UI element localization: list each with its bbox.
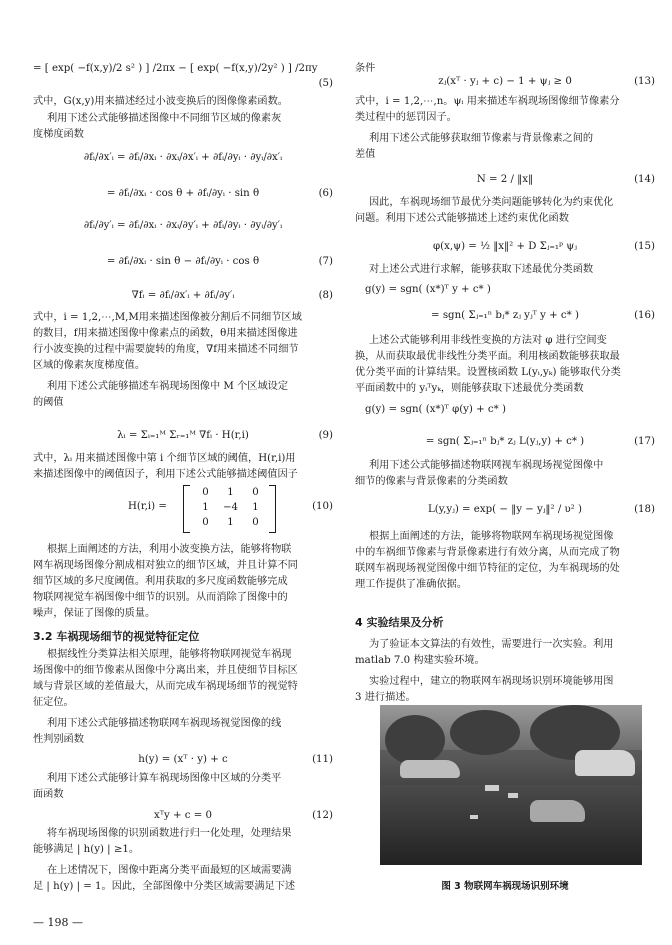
text-line: 联网车祸现场视觉图像中细节特征的定位，为车祸现场的处 (355, 563, 620, 574)
equation-expression: g(y) = sgn( (x*)ᵀ y + c* ) (365, 284, 491, 295)
text-line: 利用下述公式能够描述物联网车祸现场视觉图像的线 (47, 718, 282, 729)
equation (33, 808, 333, 824)
text-line: 征定位。 (33, 697, 74, 708)
equation-expression: h(y) = (xᵀ · y) + c (138, 754, 228, 765)
equation-number: (12) (312, 810, 333, 821)
matrix-cell: 0 (252, 487, 259, 498)
equation-number: (7) (318, 256, 333, 267)
figure-vehicle (400, 760, 460, 778)
equation (33, 76, 333, 92)
equation-number: (17) (634, 436, 655, 447)
text-line: 平面函数中的 yᵢᵀyₖ，则能够获取下述最优分类函数 (355, 383, 584, 394)
text-line: 实验过程中，建立的物联网车祸现场识别环境能够用图 (369, 676, 614, 687)
text-line: 利用下述公式能够获取细节像素与背景像素之间的 (369, 133, 594, 144)
text-line: 场图像中的细节像素从图像中分离出来，并且使细节目标区 (33, 665, 298, 676)
figure-tree (450, 710, 520, 755)
text-line: 能够满足 | h(y) | ≥1。 (33, 844, 140, 855)
text-line: 来描述图像中的阈值因子，利用下述公式能够描述阈值因子 (33, 469, 298, 480)
text-line: 的数目，f用来描述图像中像素点的函数，θ用来描述图像进 (33, 328, 298, 339)
equation-10-matrix (33, 485, 333, 533)
text-line: matlab 7.0 构建实验环境。 (355, 655, 485, 666)
text-line: 利用下述公式能够描述车祸现场图像中 M 个区域设定 (47, 381, 289, 392)
equation-expression: xᵀy + c = 0 (154, 810, 212, 821)
text-line: 面函数 (33, 789, 64, 800)
text-line: 噪声，保证了图像的质量。 (33, 608, 156, 619)
matrix-cell: −4 (222, 502, 239, 513)
text-line: 条件 (355, 63, 376, 74)
text-line: 度梯度函数 (33, 129, 84, 140)
equation-expression: φ(x,ψ) = ½ ‖x‖² + D Σⱼ₌₁ᵖ ψⱼ (433, 241, 577, 252)
equation-expression: L(y,yⱼ) = exp( − ‖y − yⱼ‖² / υ² ) (428, 504, 582, 515)
text-line: 式中，G(x,y)用来描述经过小波变换后的图像像素函数。 (33, 96, 288, 107)
matrix-cell: 1 (227, 517, 234, 528)
section-heading: 3.2 车祸现场细节的视觉特征定位 (33, 630, 200, 643)
equation-number: (15) (634, 241, 655, 252)
text-line: 换，从而获取最优非线性分类平面。利用核函数能够获取最 (355, 351, 620, 362)
matrix-right-bracket (269, 485, 276, 533)
equation-number: (11) (312, 754, 333, 765)
equation-number: (8) (318, 290, 333, 301)
equation-expression: g(y) = sgn( (x*)ᵀ φ(y) + c* ) (365, 404, 506, 415)
text-line: 差值 (355, 149, 376, 160)
text-line: 根据线性分类算法相关原理，能够将物联网视觉车祸现 (47, 649, 292, 660)
text-line: 对上述公式进行求解，能够获取下述最优分类函数 (369, 264, 594, 275)
equation-expression: λᵢ = Σᵢ₌₁ᴹ Σᵣ₌₁ᴹ ∇fᵢ · H(r,i) (117, 430, 249, 441)
equation-expression: ∇fᵢ = ∂fᵢ/∂x′ᵢ + ∂fᵢ/∂y′ᵢ (131, 290, 235, 301)
matrix-cell: 0 (252, 517, 259, 528)
equation-expression: ∂fᵢ/∂y′ᵢ = ∂fᵢ/∂xᵢ · ∂xᵢ/∂y′ᵢ + ∂fᵢ/∂yᵢ · ∂yᵢ/∂y′ᵢ (83, 220, 283, 231)
text-line: 物联网视觉车祸图像中细节的识别。从而消除了图像中的 (33, 592, 288, 603)
section-heading: 4 实验结果及分析 (355, 616, 444, 629)
equation (33, 150, 333, 166)
equation (355, 172, 655, 188)
page-number: — 198 — (33, 916, 83, 929)
equation (355, 74, 655, 90)
text-line: 性判别函数 (33, 734, 84, 745)
equation-number: (13) (634, 76, 655, 87)
text-line: 区域的像素灰度梯度值。 (33, 360, 146, 371)
figure-debris (470, 815, 478, 819)
matrix-cells (193, 485, 268, 530)
matrix-lhs: H(r,i) = (128, 501, 167, 512)
figure-debris (485, 785, 499, 791)
matrix-cell: 1 (227, 487, 234, 498)
equation (355, 282, 655, 298)
equation-expression: ∂fᵢ/∂x′ᵢ = ∂fᵢ/∂xᵢ · ∂xᵢ/∂x′ᵢ + ∂fᵢ/∂yᵢ · ∂yᵢ/∂x′ᵢ (83, 152, 283, 163)
text-line: 式中，i = 1,2,⋯,n。ψᵢ 用来描述车祸现场图像细节像素分 (355, 96, 620, 107)
text-line: 细节的像素与背景像素的分类函数 (355, 476, 508, 487)
text-line: 利用下述公式能够描述物联网视车祸现场视觉图像中 (369, 460, 604, 471)
equation (33, 752, 333, 768)
text-line: 优分类平面的计算结果。设置核函数 L(yᵢ,yₖ) 能够取代分类 (355, 367, 621, 378)
text-line: 网车祸现场图像分割成相对独立的细节区域，并且计算不同 (33, 560, 298, 571)
equation (355, 239, 655, 255)
text-line: 将车祸现场图像的识别函数进行归一化处理，处理结果 (47, 828, 292, 839)
text-line: 在上述情况下，图像中距离分类平面最短的区域需要满 (47, 865, 292, 876)
matrix-left-bracket (183, 485, 190, 533)
equation (355, 502, 655, 518)
equation (33, 254, 333, 270)
equation-expression: zⱼ(xᵀ · yⱼ + c) − 1 + ψⱼ ≥ 0 (438, 76, 572, 87)
figure-tree (385, 715, 445, 765)
text-line: 问题。利用下述公式能够描述上述约束优化函数 (355, 213, 569, 224)
equation (355, 402, 655, 418)
text-line: 中的车祸细节像素与背景像素进行有效分离，从而完成了物 (355, 547, 620, 558)
figure-caption: 图 3 物联网车祸现场识别环境 (441, 881, 569, 892)
text-line: 行小波变换的过程中需要旋转的角度，∇f用来描述不同细节 (33, 344, 299, 355)
equation-number: (18) (634, 504, 655, 515)
matrix-cell: 1 (202, 502, 209, 513)
matrix-cell: 0 (202, 487, 209, 498)
text-line: 类过程中的惩罚因子。 (355, 112, 457, 123)
text-line: 理工作提供了准确依据。 (355, 579, 468, 590)
equation-expression: = sgn( Σⱼ₌₁ⁿ bⱼ* zⱼ yⱼᵀ y + c* ) (431, 310, 579, 321)
text-line: 利用下述公式能够计算车祸现场图像中区域的分类平 (47, 773, 282, 784)
matrix-cell: 0 (202, 517, 209, 528)
equation-expression: N = 2 / ‖x‖ (476, 174, 534, 185)
equation (33, 218, 333, 234)
text-line: 根据上面阐述的方法，能够将物联网车祸现场视觉图像 (369, 531, 614, 542)
equation-number: (14) (634, 174, 655, 185)
equation-number: (9) (318, 430, 333, 441)
equation-number: (16) (634, 310, 655, 321)
equation-expression: = ∂fᵢ/∂xᵢ · sin θ − ∂fᵢ/∂yᵢ · cos θ (106, 256, 260, 267)
matrix-cell: 1 (252, 502, 259, 513)
figure-vehicle (530, 800, 585, 822)
text-line: 根据上面阐述的方法，利用小波变换方法，能够将物联 (47, 544, 292, 555)
equation-number: (5) (318, 78, 333, 89)
text-line: 因此，车祸现场细节最优分类问题能够转化为约束优化 (369, 197, 614, 208)
equation-expression: = sgn( Σⱼ₌₁ⁿ bⱼ* zⱼ L(yⱼ,y) + c* ) (425, 436, 585, 447)
equation-expression: = ∂fᵢ/∂xᵢ · cos θ + ∂fᵢ/∂yᵢ · sin θ (106, 188, 260, 199)
figure-3-accident-scene-photo (380, 705, 642, 865)
text-line: 为了验证本文算法的有效性，需要进行一次实验。利用 (369, 639, 614, 650)
equation (33, 288, 333, 304)
equation (33, 428, 333, 444)
text-line: 上述公式能够利用非线性变换的方法对 φ 进行空间变 (369, 335, 607, 346)
text-line: = [ exp( −f(x,y)/2 s² ) ] /2πx − [ exp( −f(x,y)/2y² ) ] /2πy (33, 63, 318, 74)
text-line: 足 | h(y) | = 1。因此，全部图像中分类区域需要满足下述 (33, 881, 296, 892)
text-line: 式中，i = 1,2,⋯,M,M用来描述图像被分割后不同细节区域 (33, 312, 302, 323)
text-line: 域与背景区域的差值最大，从而完成车祸现场细节的视觉特 (33, 681, 298, 692)
text-line: 3 进行描述。 (355, 692, 416, 703)
figure-debris (508, 793, 518, 798)
equation-number: (6) (318, 188, 333, 199)
equation (355, 308, 655, 324)
text-line: 的阈值 (33, 397, 64, 408)
equation-number: (10) (312, 501, 333, 512)
text-line: 细节区域的多尺度阈值。利用获取的多尺度函数能够完成 (33, 576, 288, 587)
equation (33, 186, 333, 202)
equation (355, 434, 655, 450)
text-line: 式中，λᵢ 用来描述图像中第 i 个细节区域的阈值，H(r,i)用 (33, 453, 296, 464)
figure-vehicle (575, 750, 635, 776)
text-line: 利用下述公式能够描述图像中不同细节区域的像素灰 (47, 113, 282, 124)
